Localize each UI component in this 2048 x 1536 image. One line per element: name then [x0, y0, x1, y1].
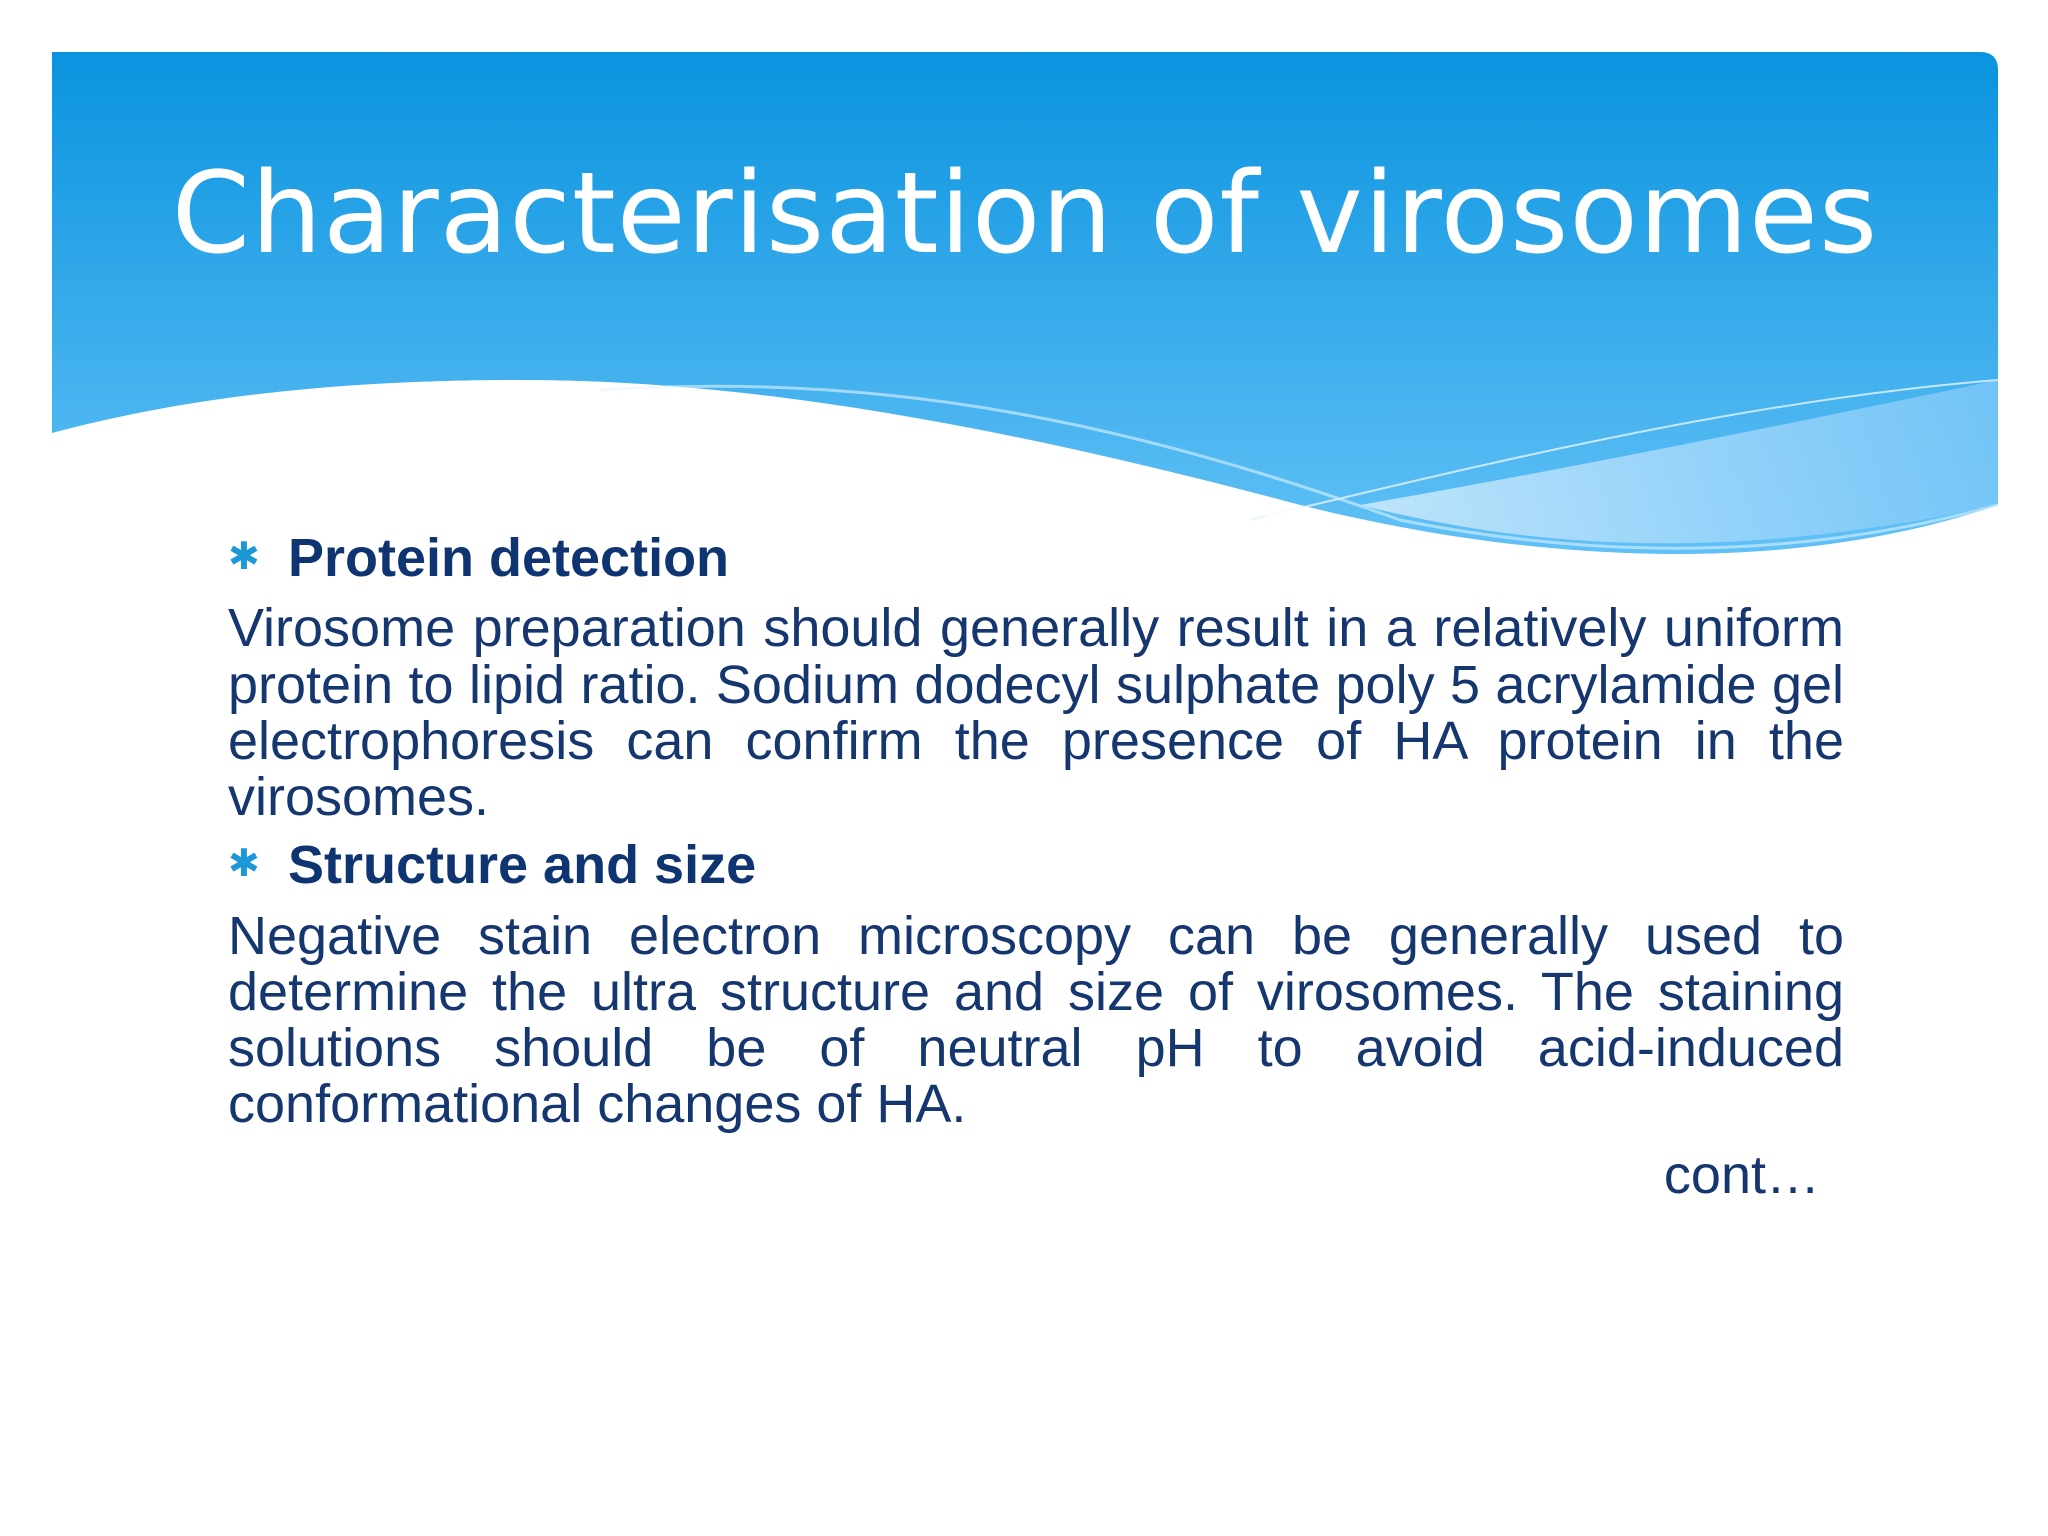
bullet-heading-label: Protein detection — [288, 528, 730, 588]
bullet-heading-protein-detection — [228, 528, 1844, 588]
asterisk-bullet-icon: ✱ — [228, 536, 260, 578]
protein-detection-paragraph: Virosome preparation should generally result in a relatively uniform protein to lipid ratio. Sodium dodecyl sulphate poly 5 acrylamide gel electrophoresis can confirm the presence of HA protein in the virosomes. — [228, 598, 1844, 827]
slide-content — [228, 528, 1844, 1206]
bullet-heading-structure-and-size — [228, 835, 1844, 895]
bullet-heading-label: Structure and size — [288, 835, 757, 896]
structure-and-size-paragraph: Negative stain electron microscopy can be generally used to determine the ultra structure and size of virosomes. The staining solutions should be of neutral pH to avoid acid-induced conformational changes of HA. — [228, 905, 1844, 1135]
asterisk-bullet-icon: ✱ — [228, 843, 260, 886]
header-wave-background — [0, 0, 2048, 600]
continuation-text: cont… — [1663, 1145, 1820, 1206]
slide-title: Characterisation of virosomes — [171, 149, 1879, 279]
